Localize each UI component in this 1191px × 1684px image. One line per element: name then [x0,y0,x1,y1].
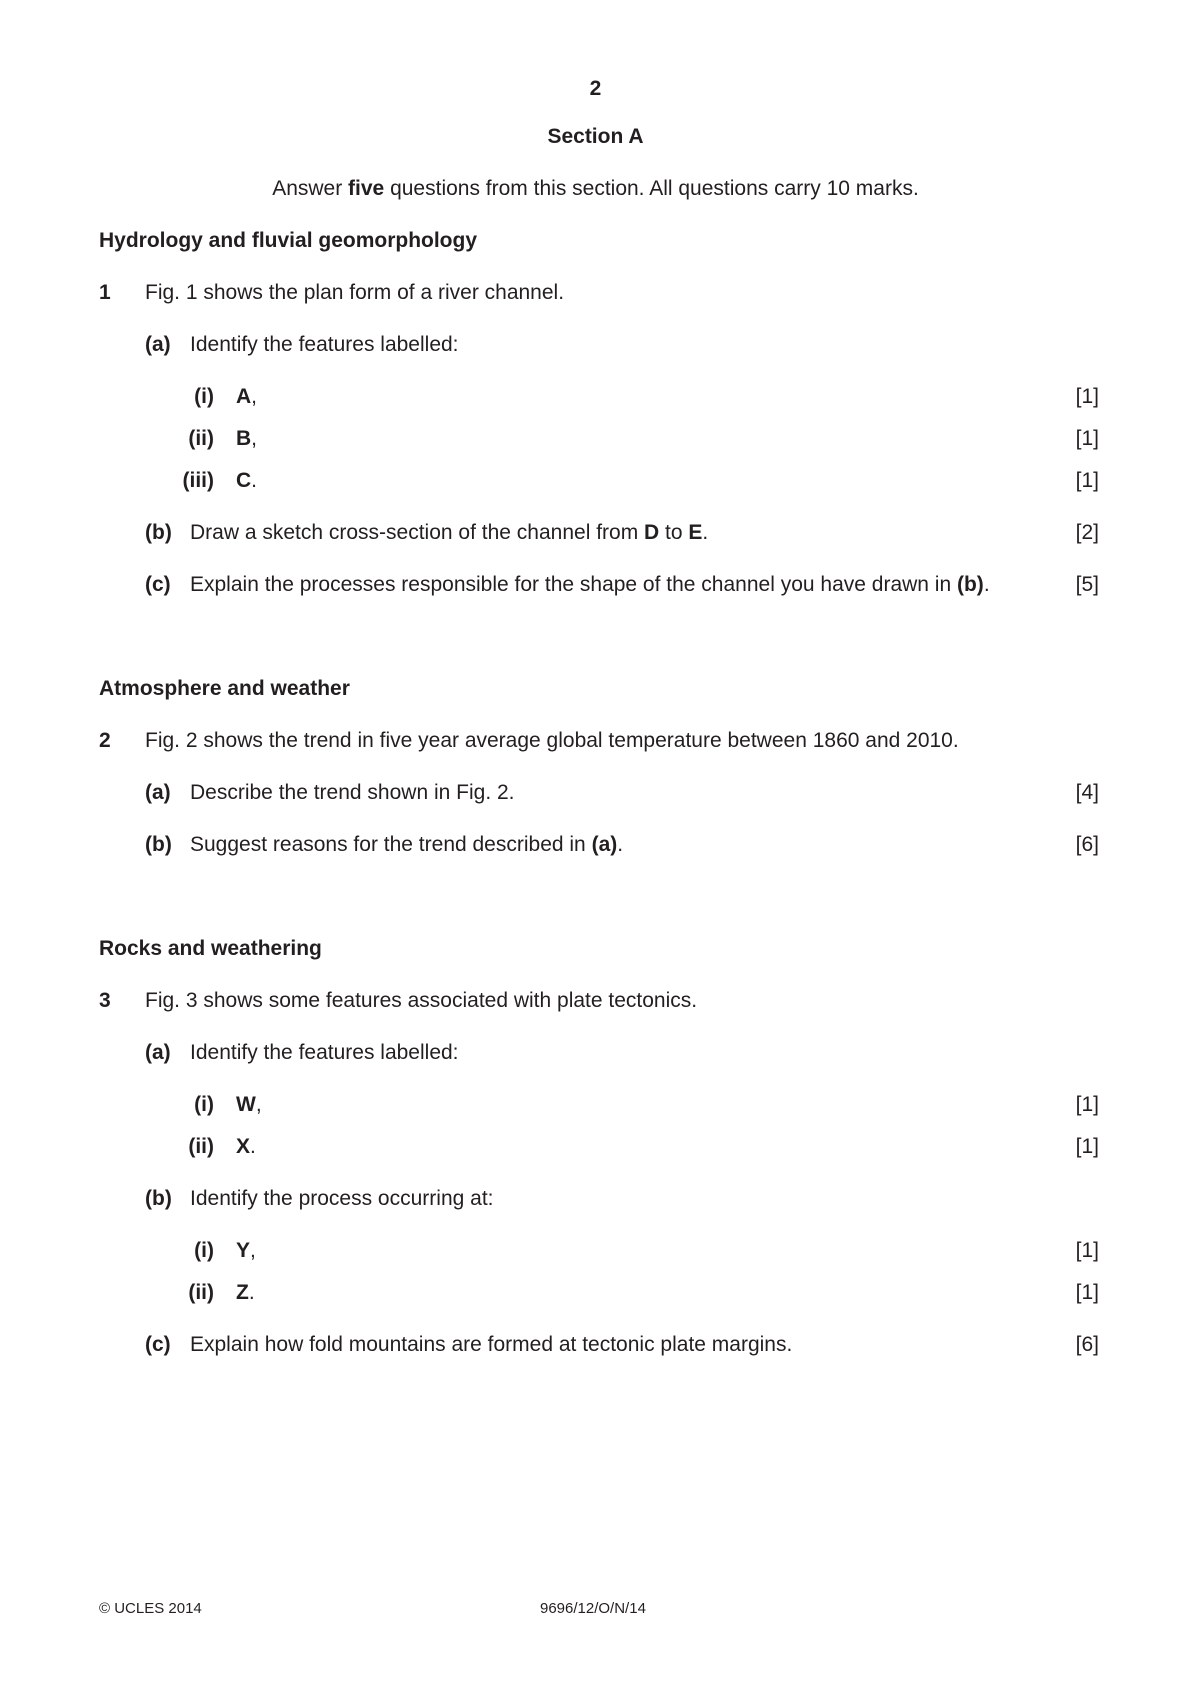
label-letter: B [236,427,252,450]
q1a-i-mark: [1] [1075,385,1099,408]
punctuation: . [702,521,709,544]
punctuation: . [617,833,624,856]
q1c-mark: [5] [1075,573,1099,596]
q2b-text [190,832,623,858]
q3c-text: Explain how fold mountains are formed at tectonic plate margins. [190,1333,793,1356]
q3c-mark: [6] [1075,1333,1099,1356]
q1c-label: (c) [145,573,171,596]
q2a-text: Describe the trend shown in Fig. 2. [190,781,515,804]
punctuation: . [251,469,258,492]
instructions-text-end: questions from this section. All questions carry 10 marks. [384,177,919,200]
q2a-mark: [4] [1075,781,1099,804]
q3a-i-text [236,1092,262,1118]
text: to [659,521,689,544]
question-2-number: 2 [99,729,111,752]
q3b-i-number: (i) [194,1239,214,1262]
question-3-stem: Fig. 3 shows some features associated with plate tectonics. [145,989,698,1012]
q1a-ii-mark: [1] [1075,427,1099,450]
part-reference: (a) [591,833,618,856]
text: Draw a sketch cross-section of the channel from [190,521,645,544]
question-3-number: 3 [99,989,111,1012]
q2a-label: (a) [145,781,171,804]
punctuation: , [250,1239,256,1262]
q1b-text [190,520,708,546]
footer-paper-code: 9696/12/O/N/14 [540,1600,646,1617]
q1a-text: Identify the features labelled: [190,333,459,356]
q1a-iii-text [236,468,257,494]
q3b-ii-text [236,1280,255,1306]
q1a-i-text [236,384,257,410]
q3a-text: Identify the features labelled: [190,1041,459,1064]
label-letter: W [236,1093,256,1116]
question-1-stem: Fig. 1 shows the plan form of a river channel. [145,281,565,304]
q3b-label: (b) [145,1187,172,1210]
punctuation: . [983,573,990,596]
q1a-iii-number: (iii) [182,469,214,492]
label-letter: C [236,469,252,492]
instructions-text: Answer [272,177,349,200]
punctuation: , [251,385,258,408]
topic-heading-hydrology: Hydrology and fluvial geomorphology [99,229,478,252]
q1b-mark: [2] [1075,521,1099,544]
q1a-ii-number: (ii) [188,427,214,450]
q3b-i-mark: [1] [1075,1239,1099,1262]
part-reference: (b) [956,573,984,596]
q2b-mark: [6] [1075,833,1099,856]
label-letter: X [236,1135,251,1158]
q3b-text: Identify the process occurring at: [190,1187,494,1210]
q1c-text [190,572,990,598]
q3b-ii-mark: [1] [1075,1281,1099,1304]
label-letter: D [644,521,660,544]
punctuation: , [251,427,258,450]
q1a-label: (a) [145,333,171,356]
q1a-i-number: (i) [194,385,214,408]
q1a-iii-mark: [1] [1075,469,1099,492]
section-title: Section A [547,125,644,148]
q3c-label: (c) [145,1333,171,1356]
label-letter: A [236,385,252,408]
instructions-bold: five [348,177,385,200]
punctuation: . [248,1281,255,1304]
question-2-stem: Fig. 2 shows the trend in five year average global temperature between 1860 and 2010. [145,729,959,752]
instructions [0,176,1191,202]
punctuation: . [250,1135,256,1158]
text: Suggest reasons for the trend described in [190,833,592,856]
page-number: 2 [589,77,602,100]
q1a-ii-text [236,426,257,452]
q3a-ii-mark: [1] [1075,1135,1099,1158]
footer-copyright: © UCLES 2014 [99,1600,202,1617]
punctuation: , [255,1093,262,1116]
q3b-i-text [236,1238,256,1264]
q3b-ii-number: (ii) [188,1281,214,1304]
q1b-label: (b) [145,521,172,544]
label-letter: Y [236,1239,251,1262]
q3a-label: (a) [145,1041,171,1064]
text: Explain the processes responsible for the shape of the channel you have drawn in [190,573,957,596]
question-1-number: 1 [99,281,111,304]
topic-heading-rocks: Rocks and weathering [99,937,322,960]
q3a-i-number: (i) [194,1093,214,1116]
label-letter: E [688,521,703,544]
q2b-label: (b) [145,833,172,856]
q3a-ii-text [236,1134,256,1160]
label-letter: Z [236,1281,249,1304]
q3a-ii-number: (ii) [188,1135,214,1158]
topic-heading-atmosphere: Atmosphere and weather [99,677,350,700]
q3a-i-mark: [1] [1075,1093,1099,1116]
